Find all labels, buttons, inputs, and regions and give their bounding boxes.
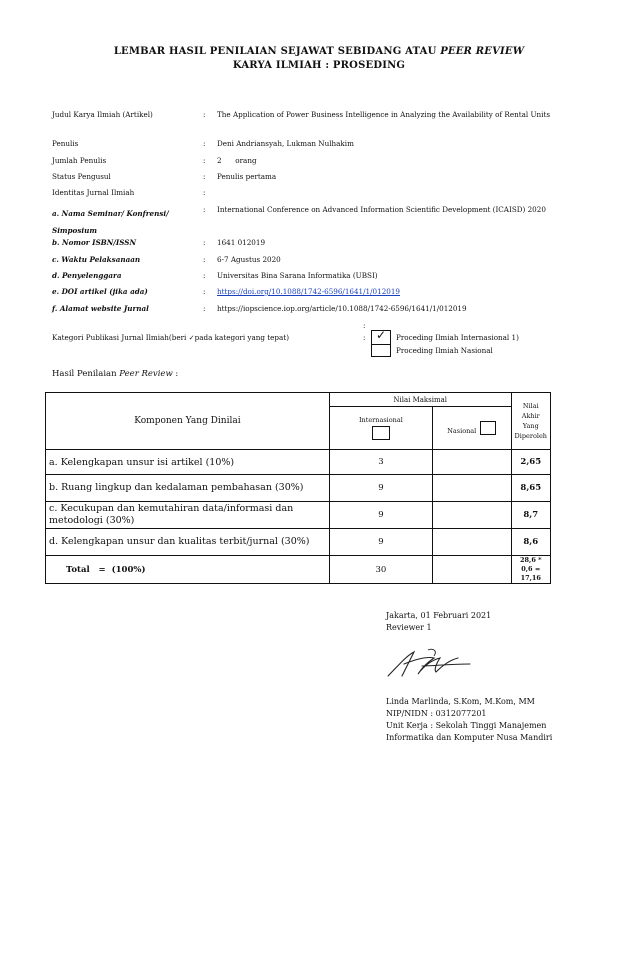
- nasional-checkbox[interactable]: [371, 344, 391, 357]
- penyelenggara-label: d. Penyelenggara: [52, 271, 122, 280]
- status-pengusul-value: Penulis pertama: [217, 172, 277, 181]
- row-internasional: 3: [329, 450, 432, 475]
- reviewer-label: Reviewer 1: [386, 623, 432, 632]
- row-nilai: 2,65: [511, 450, 550, 475]
- row-internasional: 9: [329, 529, 432, 556]
- colon: :: [203, 156, 206, 165]
- website-value: https://iopscience.iop.org/article/10.1088/1742-6596/1641/1/012019: [217, 304, 467, 313]
- komponen-header: Komponen Yang Dinilai: [46, 393, 330, 450]
- kategori-colon-top: :: [363, 321, 366, 330]
- total-row: [46, 556, 551, 584]
- seminar-value: International Conference on Advanced Information Scientific Development (ICAISD) 2020: [217, 205, 546, 214]
- reviewer-unit: Unit Kerja : Sekolah Tinggi Manajemen Informatika dan Komputer Nusa Mandiri: [386, 721, 553, 742]
- penyelenggara-value: Universitas Bina Sarana Informatika (UBSI): [217, 271, 378, 280]
- identitas-label: Identitas Jurnal Ilmiah: [52, 188, 135, 197]
- colon: :: [203, 304, 206, 313]
- seminar-label: a. Nama Seminar/ Konfrensi/ Simposium: [52, 209, 169, 235]
- internasional-checkbox[interactable]: [371, 330, 391, 345]
- kategori-option-nasional: Proceding Ilmiah Nasional: [396, 346, 493, 355]
- nilai-akhir-header: Nilai Akhir Yang Diperoleh: [511, 393, 550, 450]
- internasional-header: Internasional: [329, 407, 432, 450]
- colon: :: [203, 139, 206, 148]
- kategori-colon: :: [363, 333, 366, 342]
- place-date: Jakarta, 01 Februari 2021: [386, 611, 492, 620]
- row-komponen: b. Ruang lingkup dan kedalaman pembahasan (30%): [46, 475, 330, 502]
- status-pengusul-label: Status Pengusul: [52, 172, 111, 181]
- row-nasional: [432, 450, 511, 475]
- colon: :: [203, 110, 206, 119]
- document-title-line2: KARYA ILMIAH : PROSEDING: [232, 60, 406, 71]
- nilai-maksimal-header: Nilai Maksimal: [329, 393, 511, 407]
- check-icon: ✓: [376, 328, 387, 342]
- doi-label: e. DOI artikel (jika ada): [52, 287, 148, 296]
- kategori-label: Kategori Publikasi Jurnal Ilmiah(beri ✓pada kategori yang tepat): [52, 333, 289, 342]
- judul-value: The Application of Power Business Intelligence in Analyzing the Availability of Rental Units: [217, 110, 551, 119]
- table-row: [46, 475, 551, 502]
- row-internasional: 9: [329, 502, 432, 529]
- table-row: [46, 529, 551, 556]
- row-internasional: 9: [329, 475, 432, 502]
- colon: :: [203, 188, 206, 197]
- colon: :: [203, 287, 206, 296]
- waktu-label: c. Waktu Pelaksanaan: [52, 255, 141, 264]
- kategori-option-internasional: Proceding Ilmiah Internasional 1): [396, 333, 519, 342]
- penulis-value: Deni Andriansyah, Lukman Nulhakim: [217, 139, 354, 148]
- colon: :: [203, 255, 206, 264]
- document-title-line1: LEMBAR HASIL PENILAIAN SEJAWAT SEBIDANG ATAU PEER REVIEW: [113, 46, 525, 57]
- total-label: Total = (100%): [46, 556, 330, 584]
- row-nasional: [432, 502, 511, 529]
- score-table: [45, 392, 551, 584]
- row-komponen: c. Kecukupan dan kemutahiran data/informasi dan metodologi (30%): [46, 502, 330, 529]
- row-nilai: 8,65: [511, 475, 550, 502]
- row-komponen: d. Kelengkapan unsur dan kualitas terbit/jurnal (30%): [46, 529, 330, 556]
- penulis-label: Penulis: [52, 139, 79, 148]
- table-row: [46, 502, 551, 529]
- judul-label: Judul Karya Ilmiah (Artikel): [52, 110, 153, 119]
- nasional-header: Nasional: [432, 407, 511, 450]
- colon: :: [203, 172, 206, 181]
- row-nasional: [432, 475, 511, 502]
- row-nasional: [432, 529, 511, 556]
- jumlah-penulis-value: 2 orang: [217, 156, 257, 165]
- row-nilai: 8,6: [511, 529, 550, 556]
- reviewer-nip: NIP/NIDN : 0312077201: [386, 709, 487, 718]
- website-label: f. Alamat website Jurnal: [52, 304, 149, 313]
- reviewer-name: Linda Marlinda, S.Kom, M.Kom, MM: [386, 697, 535, 706]
- colon: :: [203, 238, 206, 247]
- signature-image: [384, 646, 476, 682]
- row-nilai: 8,7: [511, 502, 550, 529]
- hasil-penilaian-heading: Hasil Penilaian Peer Review :: [52, 369, 179, 379]
- internasional-header-box: [372, 426, 390, 440]
- row-komponen: a. Kelengkapan unsur isi artikel (10%): [46, 450, 330, 475]
- waktu-value: 6-7 Agustus 2020: [217, 255, 281, 264]
- isbn-label: b. Nomor ISBN/ISSN: [52, 238, 137, 247]
- jumlah-penulis-label: Jumlah Penulis: [52, 156, 107, 165]
- total-nilai: 28,6 * 0,6 = 17,16: [511, 556, 550, 584]
- isbn-value: 1641 012019: [217, 238, 266, 247]
- total-nasional: [432, 556, 511, 584]
- nasional-header-box: [480, 421, 496, 435]
- colon: :: [203, 205, 206, 214]
- table-row: [46, 450, 551, 475]
- total-internasional: 30: [329, 556, 432, 584]
- colon: :: [203, 271, 206, 280]
- doi-link[interactable]: https://doi.org/10.1088/1742-6596/1641/1/012019: [217, 287, 400, 296]
